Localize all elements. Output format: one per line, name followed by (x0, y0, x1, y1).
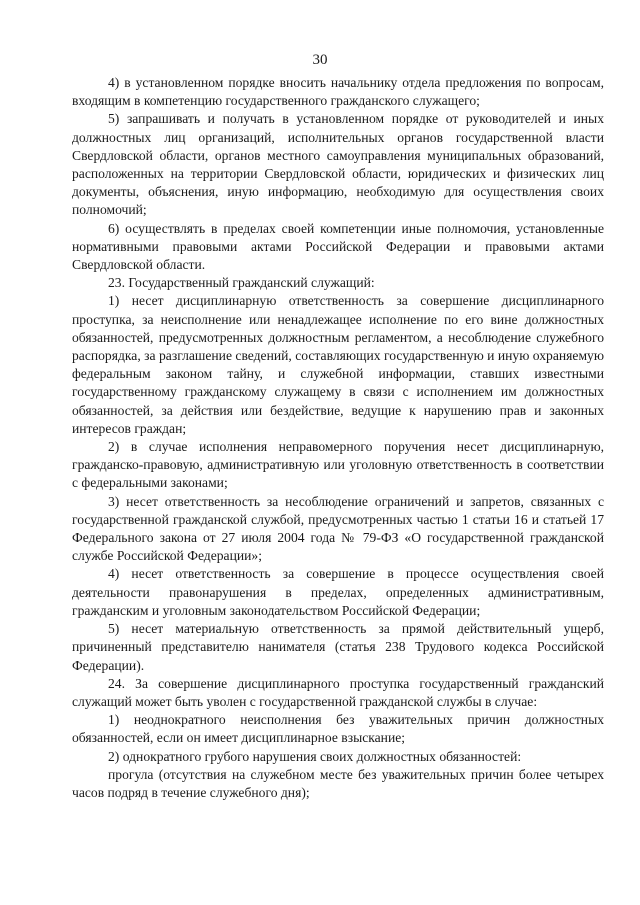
section-24-item-2-truancy: прогула (отсутствия на служебном месте без уважительных причин более четырех часов подряд в течение служебного дня); (72, 766, 604, 800)
section-23-item-2: 2) в случае исполнения неправомерного поручения несет дисциплинарную, гражданско-правовую, административную или уголовную ответственность в соответствии с федеральными законами; (72, 439, 604, 491)
section-23-heading: 23. Государственный гражданский служащий: (108, 275, 375, 291)
section-23-item-5: 5) несет материальную ответственность за прямой действительный ущерб, причиненный представителю нанимателя (статья 238 Трудового кодекса Российской Федерации). (72, 621, 604, 673)
section-23-item-1: 1) несет дисциплинарную ответственность за совершение дисциплинарного проступка, за неисполнение или ненадлежащее исполнение по его вине должностных обязанностей, предусмотренных должностным регламентом, а несоблюдение служебного распорядка, за разглашение сведений, составляющих государственную и иную охраняемую федеральным законом тайну, и служебной информации, ставших известными государственному гражданскому служащему в связи с исполнением им должностных обязанностей, за действия или бездействие, ведущие к нарушению прав и законных интересов граждан; (72, 293, 604, 436)
section-24-item-2: 2) однократного грубого нарушения своих должностных обязанностей: (108, 748, 522, 764)
paragraph-item-4: 4) в установленном порядке вносить начальнику отдела предложения по вопросам, входящим в компетенцию государственного гражданского служащего; (72, 75, 604, 109)
page-number: 30 (312, 52, 328, 68)
section-24-heading: 24. За совершение дисциплинарного проступка государственный гражданский служащий может быть уволен с государственной гражданской службы в случае: (72, 675, 604, 709)
section-23-item-4: 4) несет ответственность за совершение в процессе осуществления своей деятельности правонарушения в пределах, определенных административным, гражданским и уголовным законодательством Российской Федерации; (72, 566, 604, 618)
section-24-item-1: 1) неоднократного неисполнения без уважительных причин должностных обязанностей, если он имеет дисциплинарное взыскание; (72, 712, 604, 746)
section-23-item-3: 3) несет ответственность за несоблюдение ограничений и запретов, связанных с государственной гражданской службой, предусмотренных частью 1 статьи 16 и статьей 17 Федерального закона от 27 июля 2004 года № 79-ФЗ «О государственной гражданской службе Российской Федерации»; (72, 493, 604, 564)
paragraph-item-6: 6) осуществлять в пределах своей компетенции иные полномочия, установленные нормативными правовыми актами Российской Федерации и правовыми актами Свердловской области. (72, 220, 604, 273)
document-body (72, 74, 604, 802)
paragraph-item-5: 5) запрашивать и получать в установленном порядке от руководителей и иных должностных лиц организаций, исполнительных органов государственной власти Свердловской области, органов местного самоуправления муниципальных образований, расположенных на территории Свердловской области, юридических и физических лиц документы, объяснения, иную информацию, необходимую для осуществления своих полномочий; (72, 111, 604, 218)
